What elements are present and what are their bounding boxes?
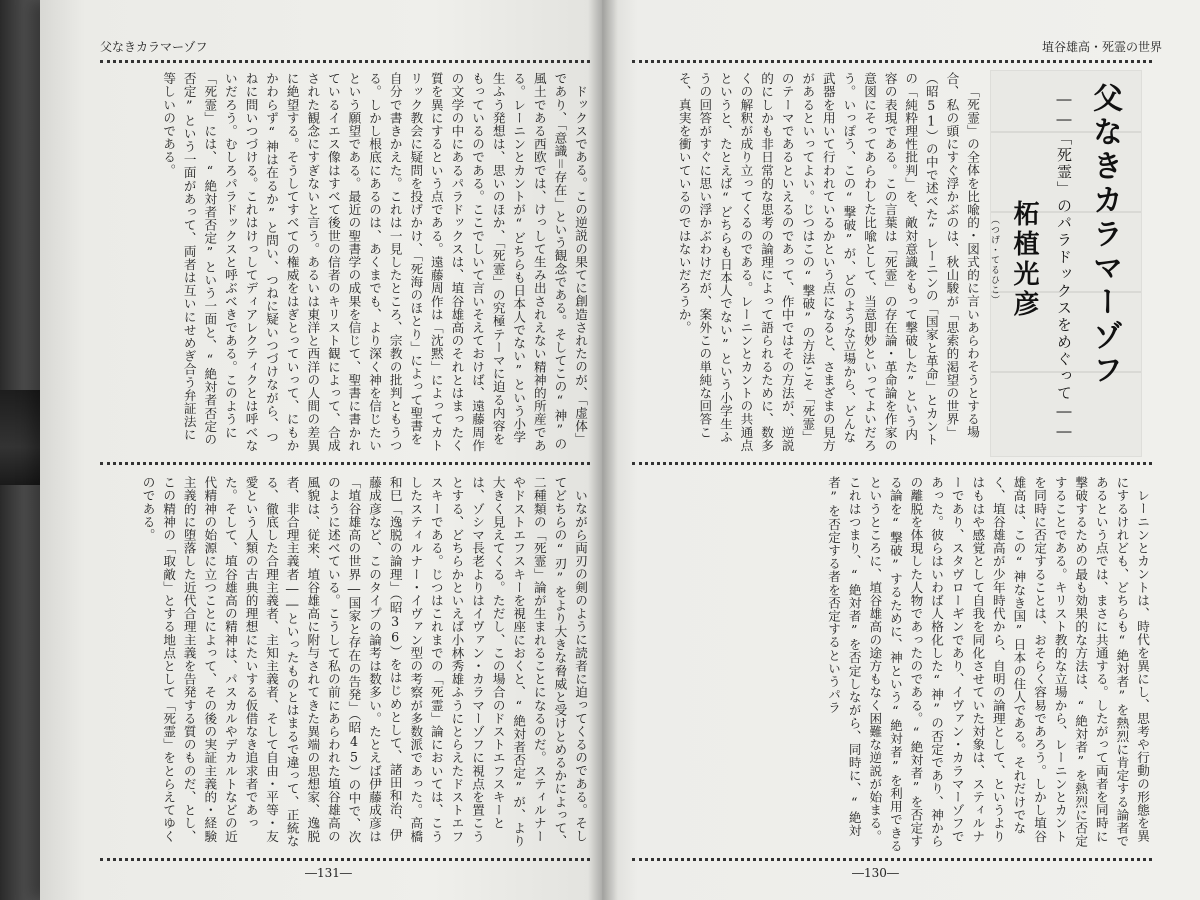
left-upper-paragraph: ドックスである。この逆説の果てに創造されたのが、「虚体」であり、「意識＝存在」という観念である。そしてこの“神”の風土である西欧では、けっして生み出されえない精神的所産である。レーニンとカントが“どちらも日本人でない”という小学生ふう発想は、思いのほか、「死霊」の究極テーマに迫る内容をもっているのである。ここでしいて言いそえておけば、遠藤周作の文学の中にあるパラドックスは、埴谷雄高のそれとはまったく質を異にするという点である。遠藤周作は「沈黙」によってカトリック教会に疑問を投げかけ、「死海のほとり」によって聖書を自分で書きかえた。これは一見したところ、宗教の批判ともうつる。しかし根底にあるのは、あくまでも、より深く神を信じたいという願望である。最近の聖書学の成果を信じて、聖書に書かれているイエス像はすべて後世の信者のキリスト観によって、合成された観念にすぎないと言う。あるいは東洋と西洋の人間の差異に絶望する。そうしてすべての権威をはぎとっていって、にもかかわらず“神は在るか”と問い、つねに疑いつづけながら、つねに問いつづける。これはけっしてディアレクティクとは呼べないだろう。むしろパラドックスと呼ぶべきである。このように「死霊」には、“絶対者否定”という一面と、“絶対者否定の否定”という一面があって、両者は互いにせめぎ合う弁証法に等しいのである。 [161,72,588,452]
left-lower-text [100,476,590,854]
right-page [602,0,1200,900]
right-upper-text [632,72,982,452]
left-middle-rule [100,462,590,465]
right-middle-rule [632,462,1152,465]
article-title: 父なきカラマーゾフ [1087,82,1122,388]
left-page [40,0,602,900]
right-page-number: ―130― [852,866,899,880]
right-bottom-rule [632,858,1152,861]
left-bottom-rule [100,858,590,861]
article-subtitle: ――「死霊」のパラドックスをめぐって―― [1055,90,1073,442]
right-upper-paragraph: 「死霊」の全体を比喩的・図式的に言いあらわそうとする場合、私の頭にすぐ浮かぶのは、秋山駿が「思索的渇望の世界」（昭51）の中で述べた“レーニンの「国家と革命」とカントの「純粋理性批判」を、敵対意識をもって撃破した”という内容の表現である。この言葉は「死霊」の存在論・革命論を作家の意図にそってあらわした比喩として、当意即妙といってよいだろう。いっぽう、この“撃破”が、どのような立場から、どんな武器を用いて行われているかという点になると、さまざまの見方があるといってよい。じつはこの“撃破”の方法こそ「死霊」のテーマであるといえるのであって、作中ではその方法が、逆説的にしかも非日常的な思考の論理によって語られるために、数多くの解釈が成り立ってくるのである。レーニンとカントの共通点というと、たとえば“どちらも日本人でない”という小学生ふうの回答がすぐに思い浮かぶわけだが、案外この単純な回答こそ、真実を衝いているのではないだろうか。 [676,72,980,452]
left-top-rule [100,60,590,63]
right-running-head: 埴谷雄高・死霊の世界 [1042,40,1163,54]
left-upper-text [100,72,590,452]
right-lower-paragraph: レーニンとカントは、時代を異にし、思考や行動の形態を異にするけれども、どちらも“絶対者”を熱烈に肯定する論者であるという点では、まさに共通する。したがって両者を同時に撃破するための最も効果的な方法は、“絶対者”を熱烈に否定することである。キリスト教的な立場から、レーニンとカントを同時に否定することは、おそらく容易であろう。しかし埴谷雄高は、この“神なき国”日本の住人である。それだけでなく、埴谷雄高が少年時代から、自明の論理として、というよりはもはや感覚として自我を同化させていた対象は、スティルナーであり、スタヴローギンであり、イヴァン・カラマーゾフであった。彼らはいわば人格化した“神”の否定であり、神からの離脱を体現した人物であったのである。“絶対者”を否定する論を“撃破”するために、神という“絶対者”を利用できるというところに、埴谷雄高の途方もなく困難な逆説が始まる。これはつまり、“絶対者”を否定しながら、同時に、“絶対者”を否定する者を否定するというパラ [826,476,1150,853]
left-page-number: ―131― [305,866,352,880]
left-running-head: 父なきカラマーゾフ [100,40,208,54]
right-lower-text [632,476,1152,854]
author-reading: （つげ・てるひこ） [989,215,999,305]
left-lower-paragraph: いながら両刃の剣のように読者に迫ってくるのである。そしてどちらの“刃”をより大きな脅威と受けとめるかによって、二種類の「死霊」論が生まれることになるのだ。スティルナーやドストエフスキーを視座におくと、“絶対者否定”が、より大きく見えてくる。ただし、この場合のドストエフスキーとは、ゾシマ長老よりはイヴァン・カラマーゾフに視点を置こうとする、どちらかといえば小林秀雄ふうにとらえたドストエフスキーである。じつはこれまでの「死霊」論においては、こうしたスティルナー・イヴァン型の考察が多数派であった。高橋和巳「逸脱の論理」（昭36）をはじめとして、諸田和治、伊藤成彦など、このタイプの論考は数多い。たとえば伊藤成彦は「埴谷雄高の世界―国家と存在の告発」（昭45）の中で、次のように述べている。こうして私の前にあらわれた埴谷雄高の風貌は、従来、埴谷雄高に附与されてきた異端の思想家、逸脱者、非合理主義者――といったものとはまるで違って、正統なる、徹底した合理主義者、主知主義者、そして自由・平等・友愛という人類の古典的理想にたいする仮借なき追求者であった。そして、埴谷雄高の精神は、パスカルやデカルトなどの近代精神の始源に立つことによって、その後の実証主義的・経験主義的に堕落した近代合理主義を告発する質のものだ、とし、この精神の「取敵」とする地点として「死霊」をとらえてゆくのである。 [140,476,588,848]
right-top-rule [632,60,1152,63]
author-name: 柘植光彦 [1009,200,1039,320]
